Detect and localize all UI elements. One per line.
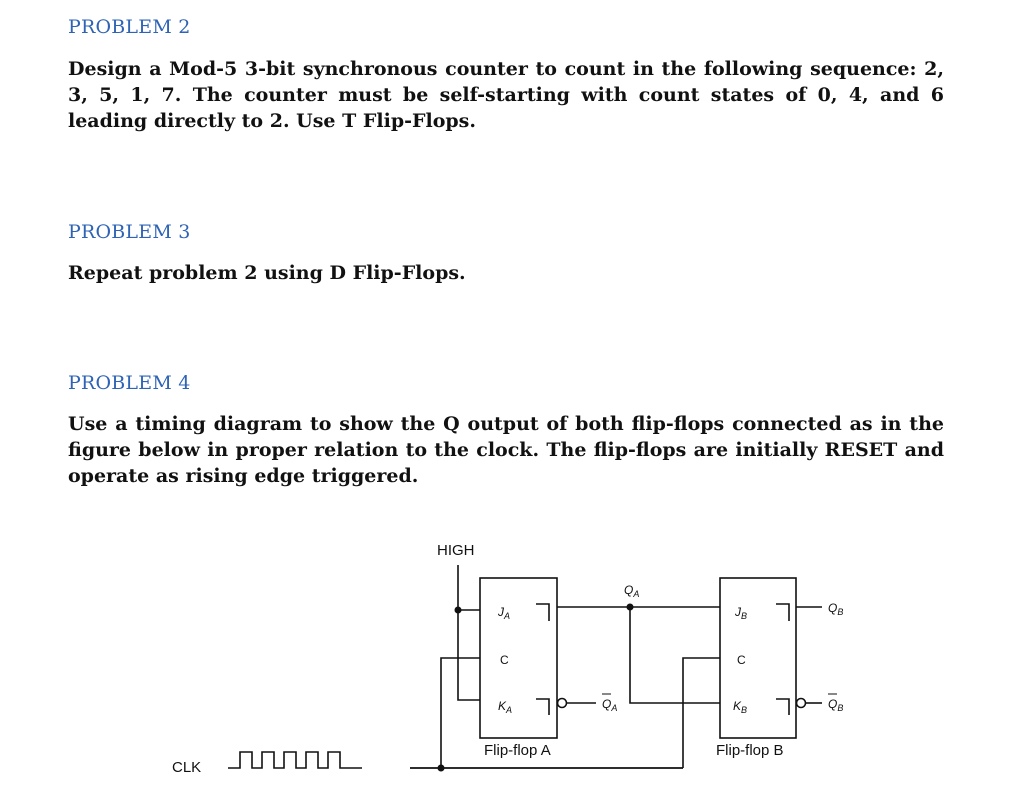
ffb-k-pin-label: $K_B$ (733, 699, 748, 715)
qa-bar-label (602, 694, 617, 713)
clock-junction-dot (438, 765, 445, 772)
qa-junction-dot (627, 604, 634, 611)
ffb-q-mark (776, 604, 789, 621)
qa-to-kb-wire (630, 607, 720, 703)
flip-flop-b-box (720, 578, 796, 738)
clock-to-ffa-wire (441, 658, 480, 768)
flip-flop-a-box (480, 578, 557, 738)
ffb-j-pin-label: $J_B$ (735, 605, 748, 621)
problem-2-heading: PROBLEM 2 (68, 16, 191, 38)
ffb-c-pin-label: C (737, 653, 746, 667)
ffa-k-pin-label: $K_A$ (498, 699, 513, 715)
qb-label: $Q_B$ (828, 601, 844, 617)
ffb-inversion-bubble (797, 699, 806, 708)
high-to-ka-wire (458, 610, 480, 700)
high-junction-dot (455, 607, 462, 614)
qa-label: $Q_A$ (624, 583, 640, 599)
ffa-j-pin-label: $J_A$ (498, 605, 511, 621)
qb-bar-label (828, 694, 843, 713)
high-to-ja-wire (458, 565, 480, 610)
ffa-q-mark (536, 604, 549, 621)
problem-4-heading: PROBLEM 4 (68, 372, 191, 394)
clock-waveform (228, 752, 362, 768)
ffa-qbar-mark (536, 699, 549, 715)
svg-text:QB: $Q_B$ (828, 697, 844, 713)
high-label: HIGH (437, 542, 475, 559)
clk-label: CLK (172, 759, 202, 776)
ffb-caption: Flip-flop B (716, 742, 784, 759)
clock-to-ffb-wire (683, 658, 720, 768)
ffa-inversion-bubble (558, 699, 567, 708)
svg-text:QA: $Q_A$ (602, 697, 618, 713)
ffa-caption: Flip-flop A (484, 742, 551, 759)
problem-2-text: Design a Mod-5 3-bit synchronous counter to count in the following sequence: 2, 3, 5, 1, 7. The counter must be self-starting with count states of 0, 4, and 6 leading directly to 2. Use T Flip-Flops. (68, 58, 944, 132)
problem-4-text: Use a timing diagram to show the Q output of both flip-flops connected as in the figure below in proper relation to the clock. The flip-flops are initially RESET and operate as rising edge triggered. (68, 413, 944, 487)
problem-3-heading: PROBLEM 3 (68, 221, 191, 243)
ffb-qbar-mark (776, 699, 789, 715)
ffa-c-pin-label: C (500, 653, 509, 667)
problem-3-text: Repeat problem 2 using D Flip-Flops. (68, 262, 466, 284)
